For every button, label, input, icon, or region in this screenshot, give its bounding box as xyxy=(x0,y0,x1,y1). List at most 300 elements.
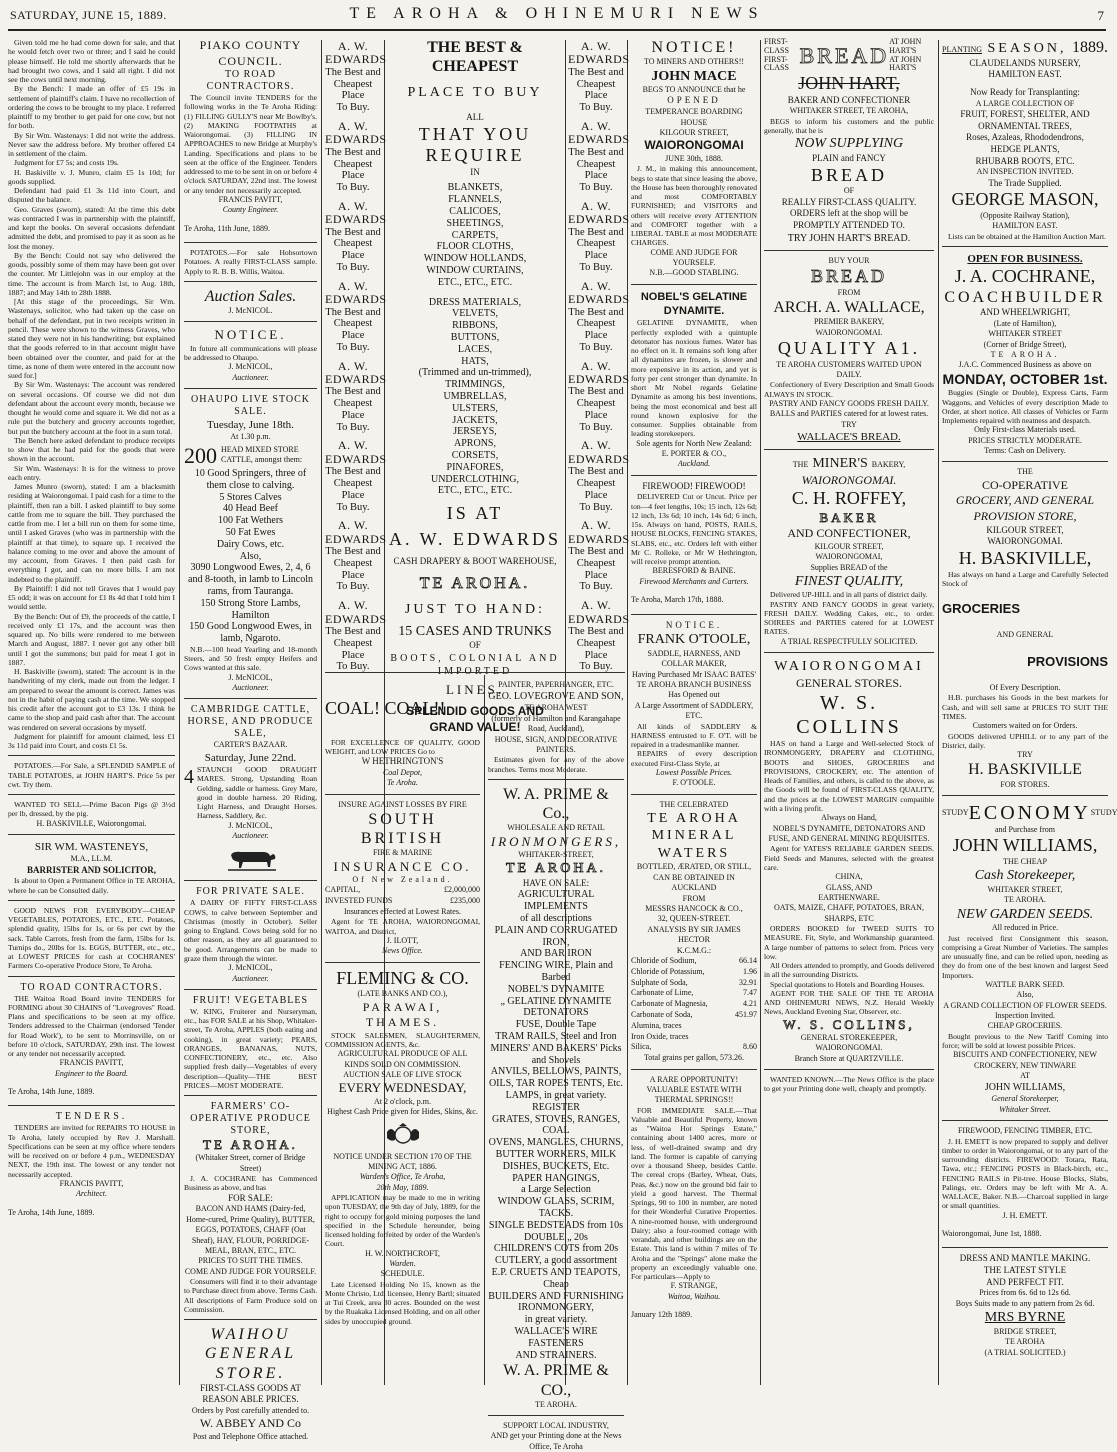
edwards-repeat-block xyxy=(325,438,387,513)
goods-item: DRESS MATERIALS, xyxy=(428,296,522,308)
try-label-2: TRY xyxy=(1017,750,1033,760)
edwards-repeat-line: Cheapest xyxy=(576,238,616,250)
road-contractors-role: Engineer to the Board. xyxy=(54,1068,129,1078)
general-stores: GENERAL STORES. xyxy=(795,675,902,690)
grand-value: GRAND VALUE! xyxy=(429,719,521,734)
edwards-repeat-line: Cheapest xyxy=(576,398,616,410)
roffey-pastry: PASTRY AND FANCY GOODS in great variety, FRESH DAILY. Wedding Cakes, etc., to order. SOIREES and PARTIES catered for at LOWEST RATES. xyxy=(764,599,934,637)
edwards-repeat-line: To Buy. xyxy=(336,661,370,673)
study-label: STUDY xyxy=(942,807,969,817)
edwards-repeat-line: EDWARDS xyxy=(568,52,630,67)
column-rule xyxy=(760,40,761,1385)
court-paragraph: By the Bench: I made an offer of £5 19s in settlement of plaintiff's claim. I have no recollection of ordering the cows to be brought to my place. I referred plaintiff to my brother to get paid for one cow, but not for both. xyxy=(8,84,175,131)
analysis-substance: Carbonate of Lime, xyxy=(631,988,694,998)
analysis-value: 66.14 xyxy=(739,955,757,965)
edwards-repeat-line: The Best and xyxy=(568,66,624,78)
saddlery-notice: NOTICE. xyxy=(665,619,723,630)
edwards-repeat-line: To Buy. xyxy=(579,581,613,593)
edwards-repeat-line: To Buy. xyxy=(579,102,613,114)
goods-item: BUTTONS, xyxy=(450,332,500,343)
goods-item: VELVETS, xyxy=(451,308,499,320)
collins-agent: AGENT FOR THE SALE OF THE TE AROHA AND OHINEMURI NEWS, N.Z. Herald Weekly News, Auckland Evening Star, Observer, etc. xyxy=(764,988,934,1017)
column-rule xyxy=(179,40,180,1385)
private-sale-role: Auctioneer. xyxy=(232,973,269,983)
warehouse-label: CASH DRAPERY & BOOT WAREHOUSE, xyxy=(393,556,557,567)
piako-heading: PIAKO COUNTY COUNCIL. xyxy=(199,38,302,68)
wallace-pastry: PASTRY AND FANCY GOODS FRESH DAILY. xyxy=(769,398,929,408)
edwards-repeat-block xyxy=(568,358,630,434)
collins-orders: All Orders attended to promptly, and Goods delivered in all the surrounding Districts. xyxy=(764,961,934,980)
edwards-repeat-line: EDWARDS xyxy=(325,292,387,307)
goods-item: FLANNELS, xyxy=(448,194,502,206)
mineral-street: 32, QUEEN-STREET. xyxy=(657,914,731,924)
edwards-repeat-line: Place xyxy=(341,170,365,182)
court-paragraph: By Sir Wm. Wastenays: I did not write the address. Never saw the address before. My brother offered £4 in settlement of the claim. xyxy=(8,130,175,158)
notice-miners-heading: NOTICE! xyxy=(651,39,737,56)
at-label: AT xyxy=(1020,1071,1030,1081)
firewood-merchants: Firewood Merchants and Carters. xyxy=(639,576,749,586)
ironmongery-item: BUTTER WORKERS, MILK xyxy=(495,1148,617,1160)
edwards-repeat-line: The Best and xyxy=(568,546,624,558)
edwards-repeat-line: A. W. xyxy=(337,438,369,453)
ironmongery-item: SINGLE BEDSTEADS from 10s xyxy=(488,1219,624,1231)
edwards-repeat-line: A. W. xyxy=(580,39,612,53)
cheap-groceries: CHEAP GROCERIES. xyxy=(987,1021,1063,1031)
goods-item: JACKETS, xyxy=(452,414,498,426)
analysis-value: 7.47 xyxy=(743,988,757,998)
wallace-customers: TE AROHA CUSTOMERS WAITED UPON DAILY. xyxy=(776,359,922,379)
prime-town-2: TE AROHA. xyxy=(535,1399,577,1409)
edwards-repeat-line: EDWARDS xyxy=(325,611,387,626)
goods-item: CARPETS, xyxy=(451,229,499,241)
ironmongery-item: a Large Selection xyxy=(521,1184,591,1196)
cambridge-date: Saturday, June 22nd. xyxy=(204,751,297,764)
column-rule xyxy=(321,40,322,1385)
mason-town: HAMILTON EAST. xyxy=(992,221,1058,231)
frank-purchased: Having Purchased Mr ISAAC BATES' xyxy=(631,669,757,679)
analysis-row xyxy=(631,999,757,1010)
road-contractors-heading: TO ROAD CONTRACTORS. xyxy=(20,981,163,993)
waiorongomai-stores: WAIORONGOMAI xyxy=(774,659,924,675)
edwards-repeat-line: EDWARDS xyxy=(325,132,387,147)
baskiville-stock: Has always on hand a Large and Carefully Selected Stock of xyxy=(942,569,1108,588)
edwards-repeat-line: To Buy. xyxy=(579,182,613,193)
goods-item: JERSEYS, xyxy=(453,426,497,438)
south-british-heading: SOUTH BRITISH xyxy=(360,810,445,848)
edwards-repeat-block xyxy=(325,198,387,274)
ironmongery-item: BUILDERS AND FURNISHING xyxy=(488,1290,624,1302)
edwards-repeat-line: To Buy. xyxy=(336,421,370,433)
edwards-repeat-line: To Buy. xyxy=(579,661,613,673)
aw-edwards-name: A. W. EDWARDS xyxy=(388,528,561,549)
coal-town: Te Aroha. xyxy=(387,778,418,788)
edwards-repeat-block xyxy=(325,518,387,593)
notice-body: In future all communications will please be addressed to Ohaupo. xyxy=(184,343,317,362)
chemical-analysis-table xyxy=(631,956,757,1053)
john-williams-2: JOHN WILLIAMS, xyxy=(984,1082,1066,1094)
finest-quality: FINEST QUALITY, xyxy=(794,573,904,589)
edwards-repeat-line: Cheapest xyxy=(333,478,373,489)
collins-heading-2: W. S. COLLINS, xyxy=(783,1016,915,1032)
ironmongery-item: GRATES, STOVES, RANGES, COAL xyxy=(492,1113,620,1137)
analysis-substance: Chloride of Potassium, xyxy=(631,966,705,976)
private-sale-body: A DAIRY OF FIFTY FIRST-CLASS COWS, to calve between September and Christmas (mostly in October). Seller going to England. Cows being sold for no other reason, as they are all guaranteed to be good. Arrangements can be made to graze them through the winter. xyxy=(184,898,317,963)
lovegrove-town: TE AROHA WEST xyxy=(524,703,588,713)
fruit-heading: FRUIT! VEGETABLES xyxy=(192,994,309,1006)
mason-lists: Lists can be obtained at the Hamilton Auction Mart. xyxy=(948,231,1106,241)
insurance-office: News Office. xyxy=(382,946,423,956)
for-stores: FOR STORES. xyxy=(1000,779,1050,789)
mining-office: Warden's Office, Te Aroha, xyxy=(359,1172,446,1182)
column-7 xyxy=(631,38,757,1388)
private-sale-signature: J. McNICOL, xyxy=(228,963,273,973)
edwards-repeat-line: To Buy. xyxy=(336,501,370,513)
court-paragraph: By the Bench: Could not say who delivered the goods, possibly some of them may have been got over the counter. Mr Littlejohn was in our employ at the time. The account is from March 1st, to Aug. 18th, 1887; and May 14th to 28th 1888. xyxy=(8,250,175,297)
edwards-repeat-line: Cheapest xyxy=(333,398,373,410)
column-rule xyxy=(938,40,939,1385)
waiorongomai-heading: WAIORONGOMAI xyxy=(644,138,744,153)
edwards-repeat-line: To Buy. xyxy=(336,102,370,114)
edwards-repeat-line: Cheapest xyxy=(333,318,373,330)
at-john-hart-2: AT JOHN HART'S xyxy=(889,54,922,73)
mrs-byrne: MRS BYRNE xyxy=(984,1310,1066,1326)
the-label: THE xyxy=(792,460,809,470)
nobel-porter: E. PORTER & CO., xyxy=(661,448,727,458)
edwards-repeat-line: To Buy. xyxy=(579,261,613,273)
edwards-repeat-line: A. W. xyxy=(580,518,612,533)
mineral-from: FROM xyxy=(682,893,706,903)
estate-location: Waitoa, Waihou. xyxy=(667,1291,721,1301)
edwards-repeat-line: EDWARDS xyxy=(325,451,387,466)
collins-special: Special quotations to Hotels and Boarding Houses. xyxy=(770,979,925,989)
collins-nobel: NOBEL'S DYNAMITE, DETONATORS AND FUSE, AND GENERAL MINING REQUISITES. xyxy=(768,823,930,843)
season-label: SEASON, xyxy=(987,41,1067,56)
analysis-substance: Carbonate of Magnesia, xyxy=(631,999,708,1009)
piako-subheading: TO ROAD CONTRACTORS. xyxy=(206,69,295,93)
edwards-repeat-line: The Best and xyxy=(568,306,624,318)
cochrane-street: WHITAKER STREET xyxy=(988,329,1062,339)
collins-heading: W. S. COLLINS xyxy=(796,692,902,739)
ironmongery-item: LAMPS, in great variety. REGISTER xyxy=(505,1089,607,1113)
farmers-consumers: Consumers will find it to their advantage to Purchase direct from above. Terms Cash. All descriptions of Farm Produce sold on Commission. xyxy=(184,1277,317,1314)
goods-item: CALICOES, xyxy=(449,206,501,218)
edwards-repeat-line: To Buy. xyxy=(336,581,370,593)
support-local: SUPPORT LOCAL INDUSTRY, xyxy=(503,1421,609,1431)
piako-body: The Council invite TENDERS for the following works in the Te Aroha Riding: (1) FILLING GULLY'S near Mr Bowlby's. (2) MAKING FOOTPATHS at Waiorongomai. (3) FILLING IN APPROACHES to new Bridge at Murphy's Landing. Specifications and plans to be seen at the office of the Engineer. Tenders addressed to me to be sent in on or before 4 o'clock SATURDAY, 22nd inst. The lowest or any tender not necessarily accepted. xyxy=(184,93,317,195)
fleming-agricultural: AGRICULTURAL PRODUCE OF ALL KINDS SOLD ON COMMISSION. xyxy=(337,1049,468,1069)
wallace-town: WAIORONGOMAI. xyxy=(815,327,883,337)
edwards-repeat-line: The Best and xyxy=(568,626,624,637)
cambridge-body: STAUNCH GOOD DRAUGHT MARES. Strong, Upstanding Roan Gelding, saddle or harness. Grey Mare, good in double harness. 20 Riding, Light Harness, and Draught Horses. Harness, Saddlery, &c. xyxy=(197,765,317,821)
edwards-repeat-line: Cheapest xyxy=(576,158,616,170)
nursery-name: CLAUDELANDS NURSERY, xyxy=(969,57,1081,68)
hart-baker: BAKER AND CONFECTIONER xyxy=(787,94,911,105)
analysis-substance: Carbonate of Soda, xyxy=(631,1009,693,1019)
analysis-total: Total grains per gallon, 573.26. xyxy=(643,1053,745,1063)
edwards-repeat-line: The Best and xyxy=(325,466,381,478)
tenders-date: Te Aroha, 14th June, 1889. xyxy=(8,1207,95,1217)
mace-come: COME AND JUDGE FOR YOURSELF. xyxy=(650,247,738,267)
to-miners: TO MINERS AND OTHERS!! xyxy=(643,57,745,67)
ironmongery-item: CUTLERY, a good assortment xyxy=(494,1255,618,1267)
baskiville-goods: GOODS delivered UPHILL or to any part of the District, daily. xyxy=(942,731,1108,750)
analysis-row xyxy=(631,967,757,978)
royal-crest-icon xyxy=(383,1122,423,1148)
ironmongery-item: DOUBLE „ 20s xyxy=(524,1231,588,1243)
edwards-repeat-line: To Buy. xyxy=(579,501,613,513)
analysis-substance: Iron Oxide, traces xyxy=(631,1031,689,1041)
promptly: PROMPTLY ATTENDED TO. xyxy=(793,219,905,230)
edwards-repeat-line: Place xyxy=(341,489,365,501)
premier-bakery: PREMIER BAKERY, xyxy=(813,317,885,327)
edwards-repeat-line: Place xyxy=(584,90,608,102)
ironmongery-item: in great variety. xyxy=(524,1314,588,1326)
goods-item: ETC., ETC., ETC. xyxy=(437,276,513,288)
ironmongery-item: PLAIN AND CORRUGATED IRON, xyxy=(494,924,618,948)
masthead xyxy=(0,0,1114,36)
just-to-hand: JUST TO HAND: xyxy=(404,602,546,618)
analysis-row xyxy=(631,1010,757,1021)
invested-label: INVESTED FUNDS xyxy=(325,896,393,906)
analysis-kcmg: K.C.M.G.: xyxy=(676,945,712,955)
edwards-repeat-block xyxy=(568,598,630,673)
latest-style: THE LATEST STYLE xyxy=(983,1265,1067,1276)
williams-town: TE AROHA. xyxy=(1004,895,1046,905)
cambridge-heading: CAMBRIDGE CATTLE, HORSE, AND PRODUCE SALE, xyxy=(187,704,314,740)
mining-notice-heading: NOTICE UNDER SECTION 170 OF THE MINING ACT, 1886. xyxy=(333,1151,472,1171)
ironmongery-item: DISHES, BUCKETS, Etc. xyxy=(502,1160,610,1172)
edwards-repeat-line: Cheapest xyxy=(576,78,616,90)
cochrane-corner: (Corner of Bridge Street), xyxy=(983,339,1067,349)
notice-role: Auctioneer. xyxy=(232,372,269,382)
baskiville-name: H. BASKIVILLE, xyxy=(958,548,1092,569)
capital-label: CAPITAL, xyxy=(325,885,361,895)
trade-supplied: The Trade Supplied. xyxy=(988,177,1062,188)
edwards-repeat-block xyxy=(325,39,387,114)
ohaupo-cattle: HEAD MIXED STORE CATTLE, amongst them: xyxy=(221,444,303,465)
court-paragraph: H. Baskiville v. J. Munro, claim £5 1s 10d; for goods supplied. xyxy=(8,167,175,186)
court-paragraph: [At this stage of the proceedings, Sir Wm. Wastenays, solicitor, who had taken up the case on behalf of the defendant, put in two receipts written in pencil. These were shown to the witness Graves, who stated they were not in his handwriting; but explained that the goods referred to in that account might have been obtained over the counter, and paid for at the time, as none of them were entered in the account now sued for.] xyxy=(8,297,175,380)
really-first-class: REALLY FIRST-CLASS QUALITY. xyxy=(781,196,917,207)
williams-street: WHITAKER STREET, xyxy=(987,884,1063,894)
nursery-town: HAMILTON EAST. xyxy=(988,69,1062,80)
edwards-repeat-line: Cheapest xyxy=(333,158,373,170)
edwards-repeat-line: Place xyxy=(584,649,608,661)
ohaupo-list-item: 150 Strong Store Lambs, Hamilton xyxy=(200,597,301,621)
estate-body: FOR IMMEDIATE SALE.—That Valuable and Beautiful Property, known as "Waitoa Hot Springs Estate," containing about 1400 acres, more or less, of well-drained swamp and dry land. The former is capable of carrying over a thousand Sheep, besides Cattle. The cereal crops (Barley, Wheat, Oats, Peas, &c.) now on the ground bid fair to yield a good harvest. The Thermal Springs, 90 to 100 in number, are noted for their Wonderful Curative Properties. A nine-roomed house, with underground Dairy; also a four-roomed cottage with verandah, and other buildings are on the Estate. This land is within 7 miles of Te Aroha and the "Springs" alone make the property an exceedingly valuable one. For particulars—Apply to xyxy=(631,1105,757,1282)
also-label: Also, xyxy=(1016,990,1034,1000)
fleming-sub: (LATE BANKS AND CO.), xyxy=(357,989,448,999)
emett-signature: J. H. EMETT. xyxy=(1002,1210,1048,1220)
edwards-repeat-line: EDWARDS xyxy=(568,292,630,307)
orders-left: ORDERS left at the shop will be xyxy=(790,208,908,219)
all-label: ALL xyxy=(466,111,484,122)
fleming-body: STOCK SALESMEN, SLAUGHTERMEN, COMMISSION AGENTS, &c. xyxy=(325,1030,480,1050)
provision-store: PROVISION STORE, xyxy=(973,509,1077,524)
cooperative: CO-OPERATIVE xyxy=(982,477,1068,492)
analysis-heading: ANALYSIS BY SIR JAMES HECTOR xyxy=(647,924,741,945)
ohaupo-list-item: 5 Stores Calves xyxy=(219,491,282,503)
issue-date: SATURDAY, JUNE 15, 1889. xyxy=(10,8,167,22)
edwards-repeat-line: EDWARDS xyxy=(568,371,630,386)
large-collection: A LARGE COLLECTION OF xyxy=(975,98,1075,108)
insurance-rates: Insurances effected at Lowest Rates. xyxy=(344,906,461,916)
williams-street-2: Whitaker Street. xyxy=(999,1104,1051,1114)
tariff-body: Bought previous to the New Tariff Coming into force; will be sold at lowest possible Prices. xyxy=(942,1031,1108,1051)
edwards-repeat-line: The Best and xyxy=(568,146,624,158)
edwards-repeat-line: A. W. xyxy=(337,278,369,293)
collins-storekeeper: GENERAL STOREKEEPER, xyxy=(800,1032,898,1042)
fleming-heading: FLEMING & CO. xyxy=(336,967,469,988)
court-paragraph: H. Baskiville (sworn), stated: The account is in the handwriting of my clerk, made out from the ledger. I am prepared to swear the amount is correct. James was not in the habit of paying cash at the time. We stopped his credit after the account got to £3 13s. I think he came to the shop and paid cash after that. The account was rendered on several occasions by myself. xyxy=(8,667,175,732)
coal-name: W HETHRINGTON'S xyxy=(361,756,444,767)
ohaupo-heading: OHAUPO LIVE STOCK SALE. xyxy=(190,393,311,417)
edwards-repeat-block xyxy=(568,39,630,114)
prime-heading: W. A. PRIME & Co., xyxy=(503,785,609,823)
insurance-nz: Of New Zealand. xyxy=(352,874,453,884)
ohaupo-list-item: 40 Head Beef xyxy=(223,503,278,515)
insurance-co: INSURANCE CO. xyxy=(333,858,472,874)
edwards-repeat-line: EDWARDS xyxy=(325,531,387,546)
edwards-repeat-line: Cheapest xyxy=(576,318,616,330)
lines-label: LINES. xyxy=(445,681,505,697)
collins-always: Always on Hand, xyxy=(821,813,877,823)
roffey-town: WAIORONGOMAI, xyxy=(815,552,883,562)
edwards-repeat-line: Place xyxy=(341,409,365,421)
bread-label: BREAD xyxy=(810,164,887,185)
painter-heading: PAINTER, PAPERHANGER, ETC. xyxy=(498,680,614,689)
road-contractors-signature: FRANCIS PAVITT, xyxy=(59,1058,124,1068)
nobel-body: GELATINE DYNAMITE, when perfectly exploded with a quintuple detonator has noxious fumes. Water has no effect on it. It remains soft long after all dynamites are frozen, is slower and more expensive in its action, and yet is forty per cent stronger than dynamite. In short Mr Nobel regards Gelatine Dynamite as among his best inventions, being the most economical and best all round known explosive for the consumer. Supplies obtainable from leading storekeepers. xyxy=(631,318,757,439)
edwards-repeat-line: Place xyxy=(584,409,608,421)
cash-storekeeper: Cash Storekeeper, xyxy=(974,868,1076,884)
goods-item: APRONS, xyxy=(454,438,496,450)
grocery-general: GROCERY, AND GENERAL xyxy=(955,493,1095,508)
edwards-repeat-block xyxy=(325,118,387,194)
court-paragraph: By Plaintiff: I did not tell Graves that I would pay £5 odd; it was on account for £1 8s 4d that I told him I would settle. xyxy=(8,583,175,612)
edwards-repeat-line: EDWARDS xyxy=(568,132,630,147)
collins-tweed: ORDERS BOOKED for TWEED SUITS TO MEASURE. Fit, Style, and Workmanship guaranteed. A large number of patterns to select from. Prices very low. xyxy=(764,924,934,961)
have-on-sale: HAVE ON SALE: xyxy=(522,877,590,888)
fleming-hides: Highest Cash Price given for Hides, Skins, &c. xyxy=(327,1107,478,1117)
ironmongery-item: WALLACE'S WIRE FASTENERS xyxy=(514,1325,598,1349)
celebrated-label: THE CELEBRATED xyxy=(659,799,729,809)
edwards-repeat-line: To Buy. xyxy=(336,341,370,353)
try-hart: TRY JOHN HART'S BREAD. xyxy=(787,232,911,244)
edwards-repeat-line: Place xyxy=(341,250,365,262)
nobel-agents: Sole agents for North New Zealand: xyxy=(636,438,752,448)
waihou-orders: Orders by Post carefully attended to. xyxy=(191,1406,310,1416)
farmers-for-sale: FOR SALE: xyxy=(228,1192,273,1203)
ohaupo-list-item: 50 Fat Ewes xyxy=(225,526,276,538)
cochrane-commenced: J.A.C. Commenced Business as above on xyxy=(958,360,1092,370)
newspaper-title: TE AROHA & OHINEMURI NEWS xyxy=(349,5,765,22)
edwards-repeat-line: A. W. xyxy=(580,118,612,133)
terms-cash: Terms: Cash on Delivery. xyxy=(984,446,1066,456)
study-label-2: STUDY xyxy=(1090,807,1117,817)
column-1 xyxy=(8,38,175,1388)
piako-role: County Engineer. xyxy=(222,205,279,215)
edwards-repeat-line: Cheapest xyxy=(333,238,373,250)
ironmongery-item: WINDOW GLASS, SCRIM, TACKS. xyxy=(497,1196,615,1219)
edwards-repeat-line: The Best and xyxy=(568,466,624,478)
road-contractors-body: THE Waitoa Road Board invite TENDERS for FORMING about 30 CHAINS of "Lovegroves" Road. Plans and specifications to be seen at my office. Tenders addressed to the Chairman (endorsed 'Tender for Road Work'), to be sent to Morrinsville, on or before 10 o'clock, SATURDAY, 29th inst. The lowest or any tender not necessarily accepted. xyxy=(8,993,175,1059)
lovegrove-formerly: (formerly of Hamilton and Karangahape Road, Auckland), xyxy=(491,713,621,734)
page-number: 7 xyxy=(1097,8,1104,23)
goods-item: FLOOR CLOTHS, xyxy=(436,241,514,253)
try-label: TRY xyxy=(841,419,857,429)
edwards-repeat-line: Cheapest xyxy=(576,478,616,489)
cochrane-late: (Late of Hamilton), xyxy=(993,318,1057,328)
every-description: Of Every Description. xyxy=(989,683,1061,693)
edwards-repeat-line: The Best and xyxy=(325,546,381,558)
edwards-repeat-line: EDWARDS xyxy=(325,212,387,227)
edwards-repeat-block xyxy=(325,278,387,354)
mace-begs: BEGS TO ANNOUNCE that he xyxy=(642,85,746,95)
goods-item: WINDOW HOLLANDS, xyxy=(423,253,527,265)
estate-signature: F. STRANGE, xyxy=(670,1281,718,1291)
bakery-label: BAKERY, xyxy=(871,460,906,470)
collins-glass: GLASS, AND xyxy=(825,882,873,892)
ironmongery-item: FENCING WIRE, Plain and Barbed xyxy=(499,960,613,984)
waihou-heading: WAIHOU GENERAL STORE. xyxy=(204,1326,297,1382)
cochrane-name: J. A. COCHRANE, xyxy=(954,266,1096,287)
edwards-column-right xyxy=(568,38,630,678)
bread-heading: BREAD xyxy=(799,42,890,68)
analysis-value: 4.21 xyxy=(743,999,757,1009)
fleming-time: At 2 o'clock, p.m. xyxy=(374,1096,431,1106)
goods-item: UMBRELLAS, xyxy=(443,390,507,402)
court-paragraph: Geo. Graves (sworn), stated: At the time this debt was contracted I was in partnership with the plaintiff, and kept the books. On several occasions defendant admitted the debt, and promised to pay it as soon as he lost the money. xyxy=(8,204,175,251)
analysis-substance: Alumina, traces xyxy=(631,1020,682,1030)
ohaupo-list-item: Also, xyxy=(239,550,262,562)
cochrane-town: TE AROHA. xyxy=(990,350,1060,360)
buy-your: BUY YOUR xyxy=(828,255,870,265)
column-8 xyxy=(764,38,934,1388)
tenders-signature: FRANCIS PAVITT, xyxy=(59,1178,124,1188)
edwards-repeat-line: A. W. xyxy=(337,118,369,133)
ohaupo-date: Tuesday, June 18th. xyxy=(207,418,294,431)
estate-date: January 12th 1889. xyxy=(631,1310,693,1320)
wanted-signature: H. BASKIVILLE, Waiorongomai. xyxy=(36,818,147,828)
column-4-lower xyxy=(325,680,480,1385)
goods-item: ULSTERS, xyxy=(452,402,498,414)
coal-heading: COAL! COAL!! xyxy=(325,698,446,718)
column-9 xyxy=(942,38,1117,1388)
private-sale-heading: FOR PRIVATE SALE. xyxy=(196,886,305,898)
economy-heading: ECONOMY xyxy=(968,802,1091,825)
firewood-date: Te Aroha, March 17th, 1888. xyxy=(631,595,724,605)
edwards-repeat-line: Cheapest xyxy=(333,557,373,569)
analysis-value: 8.60 xyxy=(743,1042,757,1052)
frank-prices: Lowest Possible Prices. xyxy=(655,767,733,777)
prime-street: WHITAKER-STREET, xyxy=(518,849,594,859)
mace-body: J. M., in making this announcement, begs to state that since leasing the above, the House has been thoroughly renovated and most COMFORTABLY FURNISHED; and VISITORS and others will receive every ATTENTION and COMFORT together with a LIBERAL TABLE at most MODERATE CHARGES. xyxy=(631,164,757,248)
edwards-repeat-line: To Buy. xyxy=(579,421,613,433)
mineral-waters: MINERAL WATERS xyxy=(651,828,737,861)
nobel-heading: NOBEL'S GELATINE DYNAMITE. xyxy=(640,290,748,318)
notice-signature: J. McNICOL, xyxy=(228,362,273,372)
collins-yates: Agent for YATES'S RELIABLE GARDEN SEEDS. Field Seeds and Manures, selected with the greatest care. xyxy=(764,844,934,872)
ironmongery-item: MINERS' AND BAKERS' Picks and Shovels xyxy=(490,1042,622,1066)
insure-heading: INSURE AGAINST LOSSES BY FIRE xyxy=(338,799,467,809)
kilgour-street: KILGOUR STREET, xyxy=(659,127,729,137)
lovegrove-name: GEO. LOVEGROVE AND SON, xyxy=(488,691,624,703)
edwards-repeat-line: Place xyxy=(341,649,365,661)
ironmongery-item: OVENS, MANGLES, CHURNS, xyxy=(488,1137,624,1149)
solicitor-title: BARRISTER AND SOLICITOR, xyxy=(26,864,157,875)
edwards-repeat-line: To Buy. xyxy=(579,341,613,353)
